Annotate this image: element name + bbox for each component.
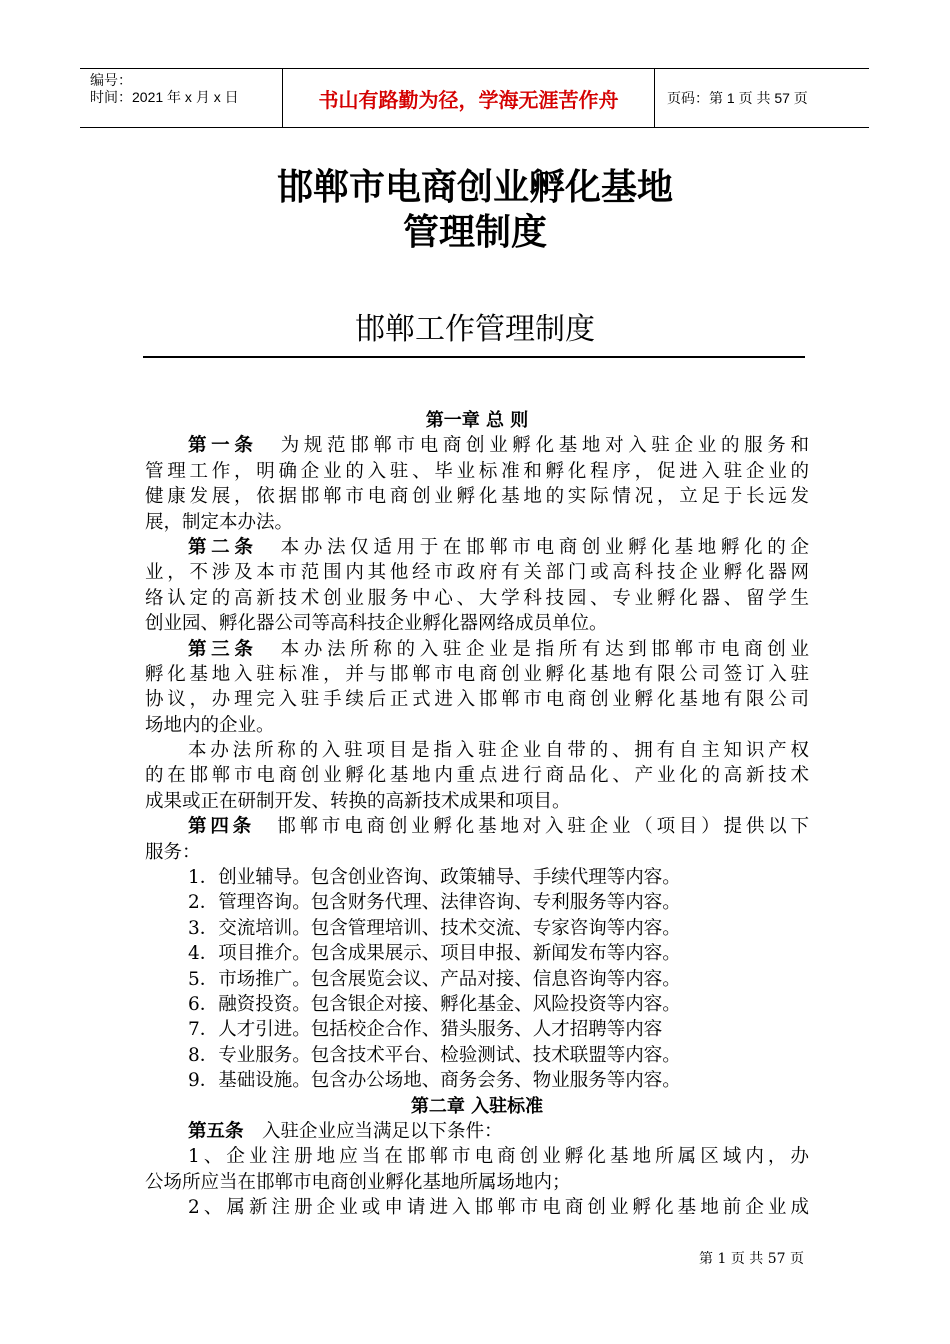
article-line: 场地内的企业。 <box>145 714 275 736</box>
header-meta <box>80 69 282 127</box>
condition-line: 公场所应当在邯郸市电商创业孵化基地所属场地内； <box>145 1171 571 1193</box>
article-text: 邯郸市电商创业孵化基地对入驻企业（项目）提供以下 <box>277 816 809 838</box>
article-line <box>145 433 809 458</box>
document-header <box>80 68 869 128</box>
article-line: 健康发展，依据邯郸市电商创业孵化基地的实际情况，立足于长远发 <box>145 486 809 508</box>
service-item: 3．交流培训。包含管理培训、技术交流、专家咨询等内容。 <box>188 917 681 939</box>
article-line: 孵化基地入驻标准，并与邯郸市电商创业孵化基地有限公司签订入驻 <box>145 663 809 685</box>
article-text: 本办法所称的入驻企业是指所有达到邯郸市电商创业 <box>280 638 809 660</box>
condition-line: 2、属新注册企业或申请进入邯郸市电商创业孵化基地前企业成 <box>188 1197 809 1219</box>
service-item: 7．人才引进。包括校企合作、猎头服务、人才招聘等内容 <box>188 1019 663 1041</box>
article-label: 第一条 <box>188 435 258 457</box>
article-line: 管理工作，明确企业的入驻、毕业标准和孵化程序，促进入驻企业的 <box>145 460 809 482</box>
time-label: 时间：2021 年 x 月 x 日 <box>90 89 239 105</box>
header-page-info: 页码：第 1 页 共 57 页 <box>667 90 808 106</box>
article-line <box>145 535 809 560</box>
article-line: 展，制定本办法。 <box>145 511 294 533</box>
article-label: 第三条 <box>188 638 258 660</box>
page-footer: 第 1 页 共 57 页 <box>699 1251 804 1267</box>
header-motto: 书山有路勤为径，学海无涯苦作舟 <box>282 69 655 127</box>
service-item: 5．市场推广。包含展览会议、产品对接、信息咨询等内容。 <box>188 968 681 990</box>
article-line <box>145 637 809 662</box>
article-line: 协议，办理完入驻手续后正式进入邯郸市电商创业孵化基地有限公司 <box>145 689 809 711</box>
title-rule <box>143 356 805 358</box>
article-line: 创业园、孵化器公司等高科技企业孵化器网络成员单位。 <box>145 613 608 635</box>
paragraph-line: 的在邯郸市电商创业孵化基地内重点进行商品化、产业化的高新技术 <box>145 765 809 787</box>
article-line <box>145 1119 809 1144</box>
article-text: 为规范邯郸市电商创业孵化基地对入驻企业的服务和 <box>280 435 809 457</box>
document-subtitle: 邯郸工作管理制度 <box>355 312 595 347</box>
article-text: 本办法仅适用于在邯郸市电商创业孵化基地孵化的企 <box>280 536 809 558</box>
service-item: 6．融资投资。包含银企对接、孵化基金、风险投资等内容。 <box>188 993 681 1015</box>
article-line: 服务： <box>145 841 201 863</box>
document-title-line2: 管理制度 <box>402 212 547 253</box>
article-line: 业，不涉及本市范围内其他经市政府有关部门或高科技企业孵化器网 <box>145 562 809 584</box>
service-item: 4．项目推介。包含成果展示、项目申报、新闻发布等内容。 <box>188 943 681 965</box>
article-label: 第五条 <box>188 1120 244 1142</box>
condition-line: 1、企业注册地应当在邯郸市电商创业孵化基地所属区域内，办 <box>188 1146 809 1168</box>
document-title-line1: 邯郸市电商创业孵化基地 <box>276 167 673 208</box>
chapter-heading: 第一章 总 则 <box>425 410 529 431</box>
number-label: 编号： <box>90 72 132 88</box>
paragraph-line: 本办法所称的入驻项目是指入驻企业自带的、拥有自主知识产权 <box>188 740 809 762</box>
service-item: 8．专业服务。包含技术平台、检验测试、技术联盟等内容。 <box>188 1044 681 1066</box>
article-label: 第二条 <box>188 536 258 558</box>
service-item: 1．创业辅导。包含创业咨询、政策辅导、手续代理等内容。 <box>188 867 681 889</box>
service-item: 2．管理咨询。包含财务代理、法律咨询、专利服务等内容。 <box>188 892 681 914</box>
article-text: 入驻企业应当满足以下条件： <box>262 1120 503 1142</box>
chapter-heading: 第二章 入驻标准 <box>410 1095 544 1117</box>
article-line <box>145 814 809 839</box>
document-body <box>145 408 809 1221</box>
article-label: 第四条 <box>188 816 255 838</box>
service-item: 9．基础设施。包含办公场地、商务会务、物业服务等内容。 <box>188 1070 681 1092</box>
paragraph-line: 成果或正在研制开发、转换的高新技术成果和项目。 <box>145 790 571 812</box>
article-line: 络认定的高新技术创业服务中心、大学科技园、专业孵化器、留学生 <box>145 587 809 609</box>
